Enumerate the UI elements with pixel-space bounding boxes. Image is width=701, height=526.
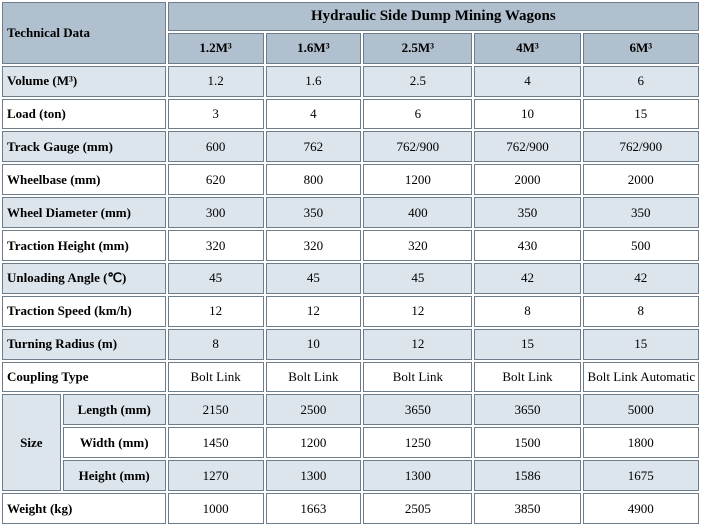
row-label: Traction Height (mm)	[2, 230, 166, 261]
model-header: 2.5M³	[363, 33, 472, 64]
table-cell: 12	[363, 296, 472, 327]
table-cell: 8	[583, 296, 699, 327]
table-row	[2, 362, 699, 393]
table-cell: 4	[474, 66, 580, 97]
table-cell: 762/900	[583, 131, 699, 162]
table-cell: 12	[266, 296, 362, 327]
table-cell: 300	[168, 197, 264, 228]
table-cell: 5000	[583, 394, 699, 425]
table-cell: 42	[583, 263, 699, 294]
table-cell: Bolt Link	[363, 362, 472, 393]
table-cell: 350	[583, 197, 699, 228]
table-cell: 4	[266, 99, 362, 130]
table-cell: 3850	[474, 493, 580, 524]
table-cell: 8	[168, 329, 264, 360]
table-cell: 45	[168, 263, 264, 294]
technical-data-header: Technical Data	[2, 2, 166, 64]
size-group-label: Size	[2, 394, 61, 491]
table-cell: 762	[266, 131, 362, 162]
table-cell: 2505	[363, 493, 472, 524]
table-cell: 500	[583, 230, 699, 261]
row-label: Load (ton)	[2, 99, 166, 130]
table-row	[2, 263, 699, 294]
table-cell: Bolt Link Automatic	[583, 362, 699, 393]
table-cell: 2150	[168, 394, 264, 425]
row-label: Length (mm)	[63, 394, 166, 425]
model-header: 1.2M³	[168, 33, 264, 64]
table-cell: 1300	[266, 460, 362, 491]
table-row	[2, 230, 699, 261]
table-cell: 8	[474, 296, 580, 327]
table-cell: 1500	[474, 427, 580, 458]
table-row	[2, 131, 699, 162]
table-cell: 1800	[583, 427, 699, 458]
table-title: Hydraulic Side Dump Mining Wagons	[168, 2, 699, 31]
row-label: Wheelbase (mm)	[2, 164, 166, 195]
table-row	[2, 460, 699, 491]
table-row	[2, 197, 699, 228]
table-row	[2, 394, 699, 425]
row-label: Coupling Type	[2, 362, 166, 393]
table-cell: 600	[168, 131, 264, 162]
table-cell: 1000	[168, 493, 264, 524]
table-cell: Bolt Link	[266, 362, 362, 393]
table-cell: 15	[583, 329, 699, 360]
table-cell: 15	[583, 99, 699, 130]
table-cell: 1586	[474, 460, 580, 491]
model-header: 1.6M³	[266, 33, 362, 64]
model-header: 4M³	[474, 33, 580, 64]
table-cell: 2500	[266, 394, 362, 425]
table-cell: 45	[266, 263, 362, 294]
table-row	[2, 427, 699, 458]
table-cell: 1675	[583, 460, 699, 491]
table-cell: 1200	[363, 164, 472, 195]
table-cell: 3	[168, 99, 264, 130]
row-label: Unloading Angle (℃)	[2, 263, 166, 294]
row-label: Traction Speed (km/h)	[2, 296, 166, 327]
table-cell: 2.5	[363, 66, 472, 97]
table-cell: 1200	[266, 427, 362, 458]
table-cell: 320	[266, 230, 362, 261]
table-cell: 1450	[168, 427, 264, 458]
row-label: Width (mm)	[63, 427, 166, 458]
table-cell: 1.6	[266, 66, 362, 97]
table-cell: 762/900	[363, 131, 472, 162]
table-row	[2, 99, 699, 130]
table-cell: 10	[474, 99, 580, 130]
model-header: 6M³	[583, 33, 699, 64]
table-cell: 762/900	[474, 131, 580, 162]
table-cell: 3650	[474, 394, 580, 425]
table-cell: 3650	[363, 394, 472, 425]
table-cell: 1.2	[168, 66, 264, 97]
table-cell: 1250	[363, 427, 472, 458]
row-label: Weight (kg)	[2, 493, 166, 524]
table-cell: 620	[168, 164, 264, 195]
table-cell: 1270	[168, 460, 264, 491]
table-row	[2, 164, 699, 195]
table-cell: 45	[363, 263, 472, 294]
table-row	[2, 493, 699, 524]
table-cell: 42	[474, 263, 580, 294]
table-cell: 4900	[583, 493, 699, 524]
row-label: Track Gauge (mm)	[2, 131, 166, 162]
row-label: Turning Radius (m)	[2, 329, 166, 360]
table-cell: 2000	[583, 164, 699, 195]
row-label: Volume (M³)	[2, 66, 166, 97]
table-cell: 350	[474, 197, 580, 228]
table-cell: 15	[474, 329, 580, 360]
table-cell: Bolt Link	[168, 362, 264, 393]
table-cell: Bolt Link	[474, 362, 580, 393]
table-cell: 800	[266, 164, 362, 195]
table-row	[2, 296, 699, 327]
table-cell: 6	[363, 99, 472, 130]
table-cell: 400	[363, 197, 472, 228]
table-cell: 1663	[266, 493, 362, 524]
row-label: Wheel Diameter (mm)	[2, 197, 166, 228]
table-cell: 10	[266, 329, 362, 360]
row-label: Height (mm)	[63, 460, 166, 491]
table-row	[2, 329, 699, 360]
table-cell: 2000	[474, 164, 580, 195]
table-cell: 12	[363, 329, 472, 360]
table-cell: 350	[266, 197, 362, 228]
table-row	[2, 66, 699, 97]
table-cell: 430	[474, 230, 580, 261]
table-cell: 12	[168, 296, 264, 327]
table-cell: 320	[168, 230, 264, 261]
table-cell: 6	[583, 66, 699, 97]
table-cell: 1300	[363, 460, 472, 491]
table-cell: 320	[363, 230, 472, 261]
